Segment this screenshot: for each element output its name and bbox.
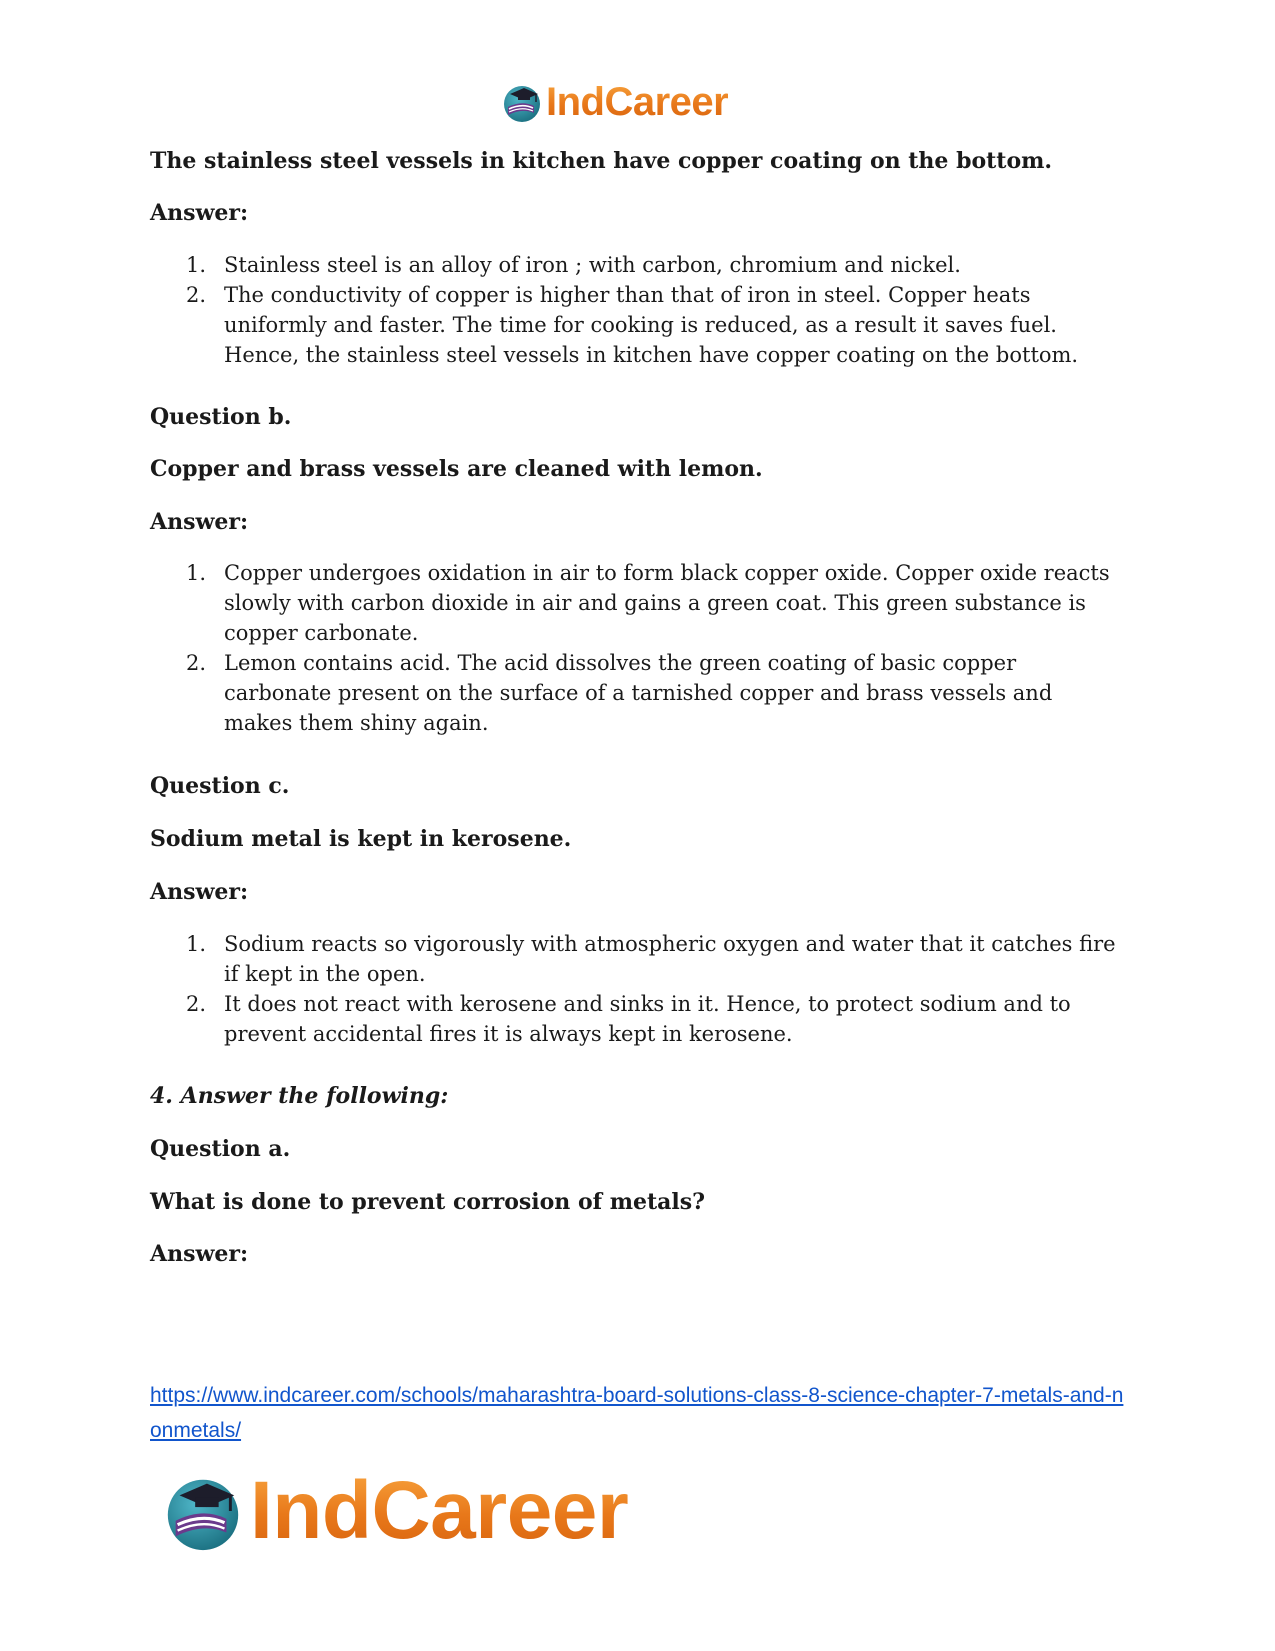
- list-item: 1. Stainless steel is an alloy of iron ; with carbon, chromium and nickel.: [186, 253, 961, 277]
- answer-label: Answer:: [150, 200, 249, 226]
- question-heading: Question c.: [150, 773, 290, 799]
- question-statement: The stainless steel vessels in kitchen have copper coating on the bottom.: [150, 148, 1053, 174]
- answer-label: Answer:: [150, 509, 249, 535]
- list-item: 1. Copper undergoes oxidation in air to form black copper oxide. Copper oxide reacts slowly with carbon dioxide in air and gains a green coat. This green substance is copper carbonate.: [186, 561, 1110, 645]
- question-statement: What is done to prevent corrosion of metals?: [150, 1189, 706, 1215]
- section-heading: 4. Answer the following:: [150, 1083, 449, 1109]
- answer-list: [150, 929, 1125, 1049]
- list-item: 2. It does not react with kerosene and sinks in it. Hence, to protect sodium and to prevent accidental fires it is always kept in kerosene.: [186, 992, 1071, 1046]
- graduation-cap-book-icon: [500, 80, 544, 124]
- question-statement: Sodium metal is kept in kerosene.: [150, 826, 572, 852]
- indcareer-logo-bottom: [160, 1465, 629, 1556]
- question-heading: Question a.: [150, 1136, 291, 1162]
- source-url-link[interactable]: https://www.indcareer.com/schools/maharashtra-board-solutions-class-8-science-chapter-7-metals-and-nonmetals/: [150, 1384, 1124, 1442]
- indcareer-logo-top: [500, 80, 728, 124]
- list-item: 2. The conductivity of copper is higher than that of iron in steel. Copper heats uniformly and faster. The time for cooking is reduced, as a result it saves fuel. Hence, the stainless steel vessels in kitchen have copper coating on the bottom.: [186, 283, 1079, 367]
- answer-label: Answer:: [150, 1241, 249, 1267]
- list-item: 1. Sodium reacts so vigorously with atmospheric oxygen and water that it catches fire if kept in the open.: [186, 932, 1116, 986]
- question-heading: Question b.: [150, 404, 292, 430]
- answer-list: [150, 250, 1125, 370]
- logo-wordmark: IndCareer: [250, 1465, 629, 1556]
- answer-label: Answer:: [150, 879, 249, 905]
- question-statement: Copper and brass vessels are cleaned with lemon.: [150, 456, 763, 482]
- logo-wordmark: IndCareer: [546, 80, 729, 124]
- list-item: 2. Lemon contains acid. The acid dissolves the green coating of basic copper carbonate present on the surface of a tarnished copper and brass vessels and makes them shiny again.: [186, 651, 1053, 735]
- answer-list: [150, 558, 1125, 738]
- graduation-cap-book-icon: [160, 1468, 246, 1554]
